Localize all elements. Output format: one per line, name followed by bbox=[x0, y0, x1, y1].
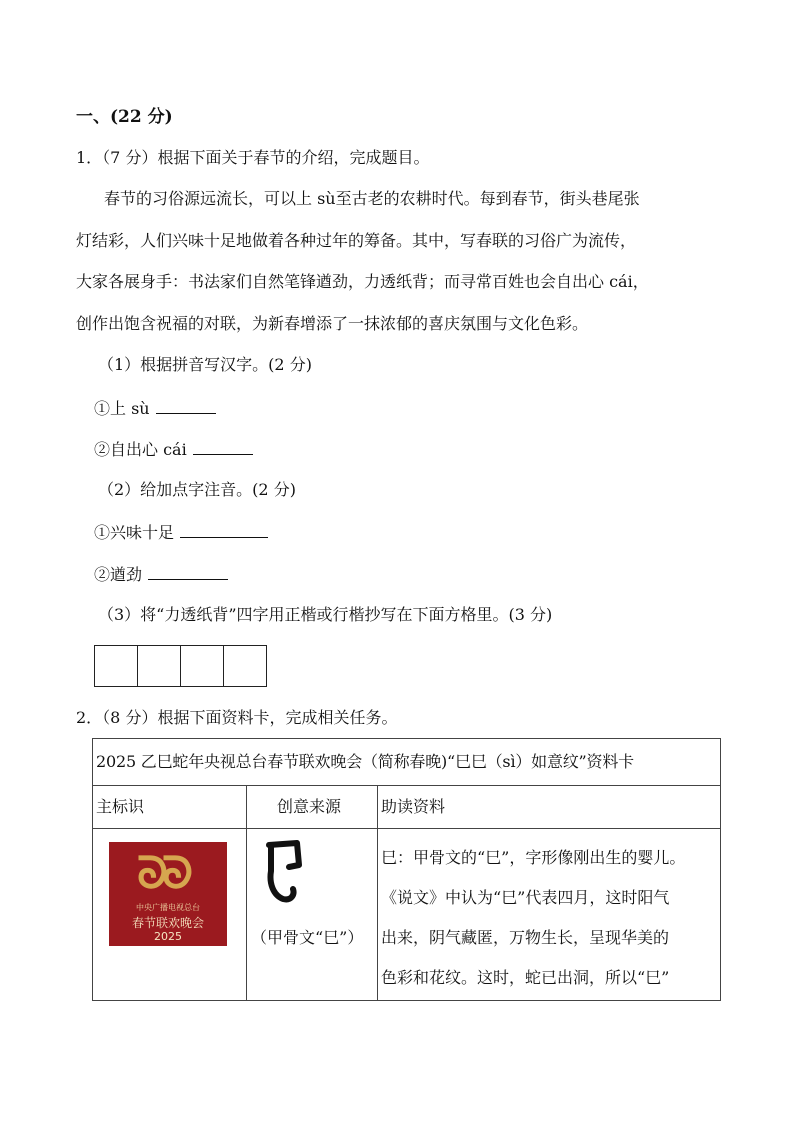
reading-line-1: 巳：甲骨文的“巳”，字形像刚出生的婴儿。 bbox=[381, 848, 686, 867]
reading-line-2: 《说文》中认为“巳”代表四月，这时阳气 bbox=[381, 888, 670, 907]
answer-2b-blank[interactable] bbox=[148, 563, 228, 580]
answer-1b-blank[interactable] bbox=[193, 438, 253, 455]
reading-line-4: 色彩和花纹。这时，蛇已出洞，所以“巳” bbox=[381, 968, 670, 987]
writing-cell[interactable] bbox=[181, 646, 224, 686]
question-1-header: 1．（7 分）根据下面关于春节的介绍，完成题目。 bbox=[76, 148, 430, 167]
column-divider-1 bbox=[246, 786, 247, 1000]
answer-1b-label: ②自出心 cái bbox=[94, 440, 187, 459]
card-header-row-divider bbox=[93, 828, 720, 829]
logo-name: 春节联欢晚会 bbox=[131, 916, 204, 930]
snake-ruyi-logo-icon: ᘐᘐ bbox=[137, 848, 187, 899]
card-title: 2025 乙巳蛇年央视总台春节联欢晚会（简称春晚)“巳巳（sì）如意纹”资料卡 bbox=[96, 752, 634, 771]
passage-line-1: 春节的习俗源远流长，可以上 sù至古老的农耕时代。每到春节，街头巷尾张 bbox=[104, 189, 640, 208]
oracle-bone-si-glyph-icon bbox=[259, 837, 309, 909]
answer-2a-label: ①兴味十足 bbox=[94, 523, 175, 542]
answer-line-1a bbox=[94, 397, 216, 420]
info-card-table bbox=[92, 738, 721, 1001]
column-divider-2 bbox=[377, 786, 378, 1000]
answer-line-2b bbox=[94, 563, 228, 586]
answer-2a-blank[interactable] bbox=[180, 521, 268, 538]
glyph-caption: （甲骨文“巳”） bbox=[251, 928, 364, 947]
column-header-reading: 助读资料 bbox=[381, 797, 446, 816]
answer-1a-blank[interactable] bbox=[156, 397, 216, 414]
passage-line-4: 创作出饱含祝福的对联，为新春增添了一抹浓郁的喜庆氛围与文化色彩。 bbox=[76, 314, 589, 333]
logo-year: 2025 bbox=[154, 930, 182, 943]
column-header-logo: 主标识 bbox=[96, 797, 145, 816]
logo-org: 中央广播电视总台 bbox=[136, 903, 200, 912]
answer-2b-label: ②遒劲 bbox=[94, 565, 143, 584]
passage-line-2: 灯结彩，人们兴味十足地做着各种过年的筹备。其中，写春联的习俗广为流传， bbox=[76, 231, 637, 250]
passage-line-3: 大家各展身手：书法家们自然笔锋遒劲，力透纸背；而寻常百姓也会自出心 cái， bbox=[76, 272, 649, 291]
sub-question-3: （3）将“力透纸背”四字用正楷或行楷抄写在下面方格里。(3 分) bbox=[98, 605, 553, 624]
question-2-header: 2．（8 分）根据下面资料卡，完成相关任务。 bbox=[76, 708, 398, 727]
writing-cell[interactable] bbox=[95, 646, 138, 686]
answer-1a-label: ①上 sù bbox=[94, 399, 150, 418]
reading-line-3: 出来，阴气藏匿，万物生长，呈现华美的 bbox=[381, 928, 670, 947]
writing-cell[interactable] bbox=[138, 646, 181, 686]
answer-line-2a bbox=[94, 521, 268, 544]
section-title: 一、(22 分) bbox=[76, 107, 173, 127]
writing-cell[interactable] bbox=[224, 646, 266, 686]
sub-question-1: （1）根据拼音写汉字。(2 分) bbox=[98, 355, 312, 374]
writing-grid bbox=[94, 645, 267, 687]
column-header-origin: 创意来源 bbox=[277, 797, 342, 816]
card-title-row-divider bbox=[93, 785, 720, 786]
answer-line-1b bbox=[94, 438, 253, 461]
sub-question-2: （2）给加点字注音。(2 分) bbox=[98, 480, 296, 499]
cctv-gala-logo bbox=[109, 842, 227, 946]
